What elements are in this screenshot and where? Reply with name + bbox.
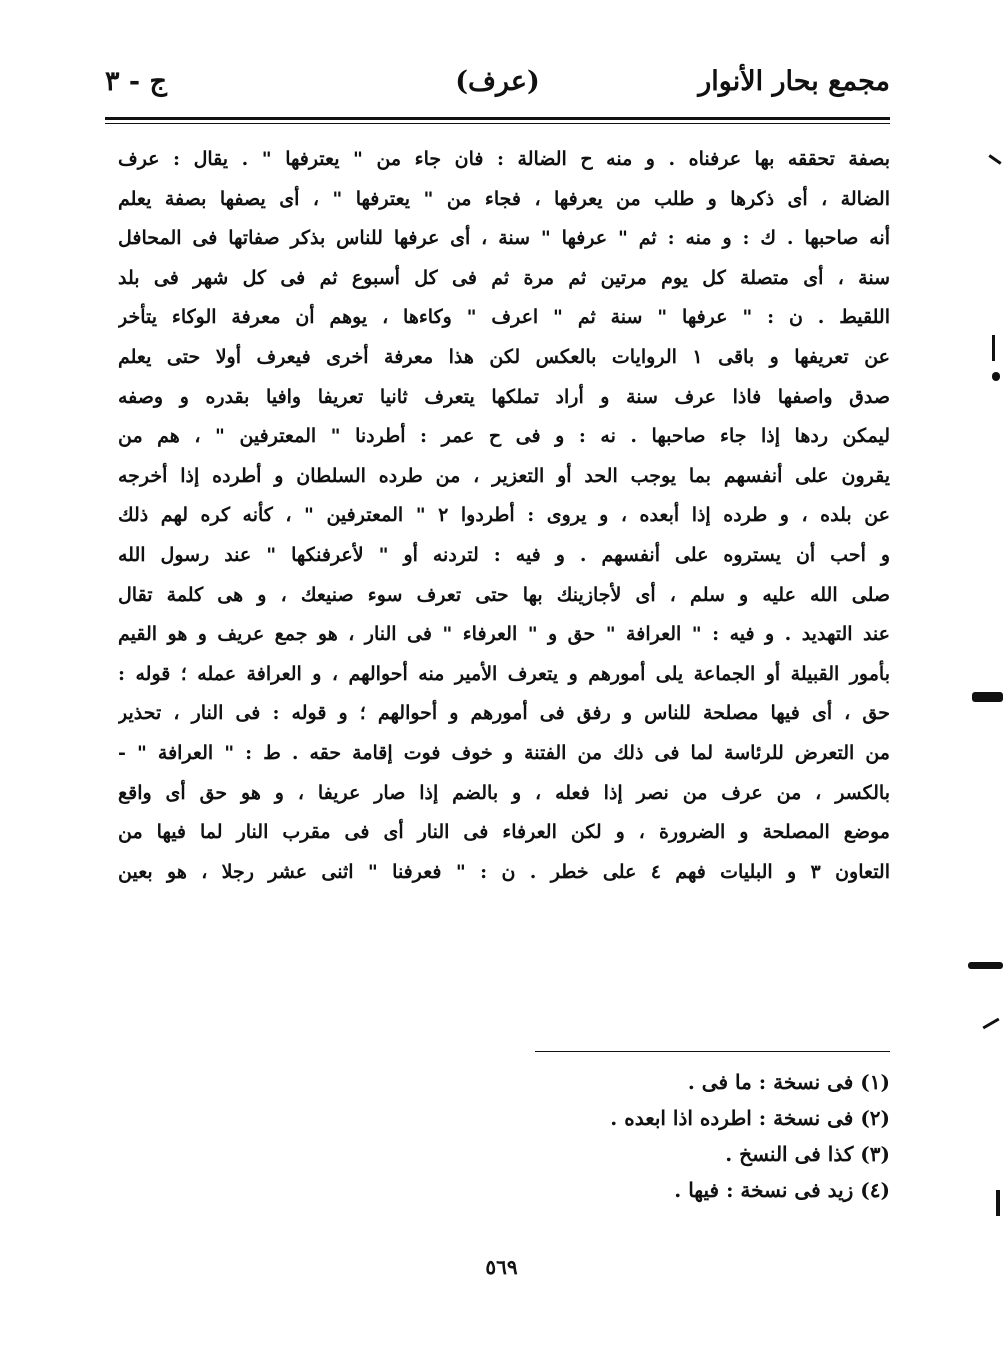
scan-mark [988,154,1001,164]
text-line: بالكسر ، من عرف من نصر إذا فعله ، و بالضم إذا صار عريفا ، و هو حق أى واقع [118,781,890,804]
scan-mark [982,1018,999,1030]
text-line: موضع المصلحة و الضرورة ، و لكن العرفاء فى النار أى فى مقرب النار لما فيها من [118,821,890,844]
header-rule-thin [105,123,890,124]
book-title: مجمع بحار الأنوار [698,66,890,97]
body-text [118,140,890,892]
footnotes [490,1064,890,1208]
text-line: صلى الله عليه و سلم ، أى لأجازينك بها حتى تعرف سوء صنيعك ، و هى كلمة تقال [118,583,890,606]
text-line: عن تعريفها و باقى ١ الروايات بالعكس لكن هذا معرفة أخرى فيعرف أولا حتى يعلم [118,345,890,368]
footnote-item: (١) فى نسخة : ما فى . [687,1070,890,1094]
scan-mark [968,962,1003,969]
text-line: الضالة ، أى ذكرها و طلب من يعرفها ، فجاء من " يعترفها " ، أى يصفها بصفة يعلم [118,187,890,210]
text-line: عن بلده ، و طرده إذا أبعده ، و يروى : أطردوا ٢ " المعترفين " ، كأنه كره لهم ذلك [118,504,890,527]
footnote-item: (٤) زيد فى نسخة : فيها . [674,1178,890,1202]
text-line: ليمكن ردها إذا جاء صاحبها . نه : و فى ح عمر : أطردنا " المعترفين " ، هم من [118,425,890,448]
text-line: اللقيط . ن : " عرفها " سنة ثم " اعرف " وكاءها ، يوهم أن معرفة الوكاء يتأخر [118,306,890,329]
text-line: و أحب أن يستروه على أنفسهم . و فيه : لتردنه أو " لأعرفنكها " عند رسول الله [118,543,890,566]
text-line: أنه صاحبها . ك : و منه : ثم " عرفها " سنة ، أى عرفها للناس بذكر صفاتها فى المحافل [118,227,890,250]
text-line: يقرون على أنفسهم بما يوجب الحد أو التعزير ، من طرده السلطان و أطرده إذا أخرجه [118,464,890,487]
text-line: سنة ، أى متصلة كل يوم مرتين ثم مرة ثم فى كل أسبوع ثم فى كل شهر فى بلد [118,266,890,289]
text-line: عند التهديد . و فيه : " العرافة " حق و " العرفاء " فى النار ، هو جمع عريف و هو القيم [118,623,890,646]
header-rule-thick [105,117,890,120]
text-line: من التعرض للرئاسة لما فى ذلك من الفتنة و خوف فوت إقامة حقه . ط : " العرافة " - [118,741,890,764]
scan-mark [992,372,1000,381]
page-number: ٥٦٩ [485,1255,518,1279]
footnote-separator [535,1051,890,1052]
running-header [105,66,890,110]
scan-mark [992,335,995,361]
entry-root: (عرف) [455,66,540,97]
text-line: بصفة تحققه بها عرفناه . و منه ح الضالة : فان جاء من " يعترفها " . يقال : عرف [118,148,890,170]
footnote-item: (٢) فى نسخة : اطرده اذا ابعده . [610,1106,890,1130]
volume-number: ج - ٣ [105,66,167,97]
footnote-item: (٣) كذا فى النسخ . [725,1142,890,1166]
text-line: حق ، أى فيها مصلحة للناس و رفق فى أمورهم و أحوالهم ؛ و قوله : فى النار ، تحذير [118,702,890,725]
scan-mark [996,1190,1000,1216]
text-line: صدق واصفها فاذا عرف سنة و أراد تملكها يتعرف ثانيا تعريفا وافيا بقدره و وصفه [118,385,890,408]
text-line: بأمور القبيلة أو الجماعة يلى أمورهم و يتعرف الأمير منه أحوالهم ، و العرافة عمله ؛ قوله : [118,662,890,685]
text-line: التعاون ٣ و البليات فهم ٤ على خطر . ن : " فعرفنا " اثنى عشر رجلا ، هو بعين [118,860,890,883]
scan-mark [972,692,1003,702]
